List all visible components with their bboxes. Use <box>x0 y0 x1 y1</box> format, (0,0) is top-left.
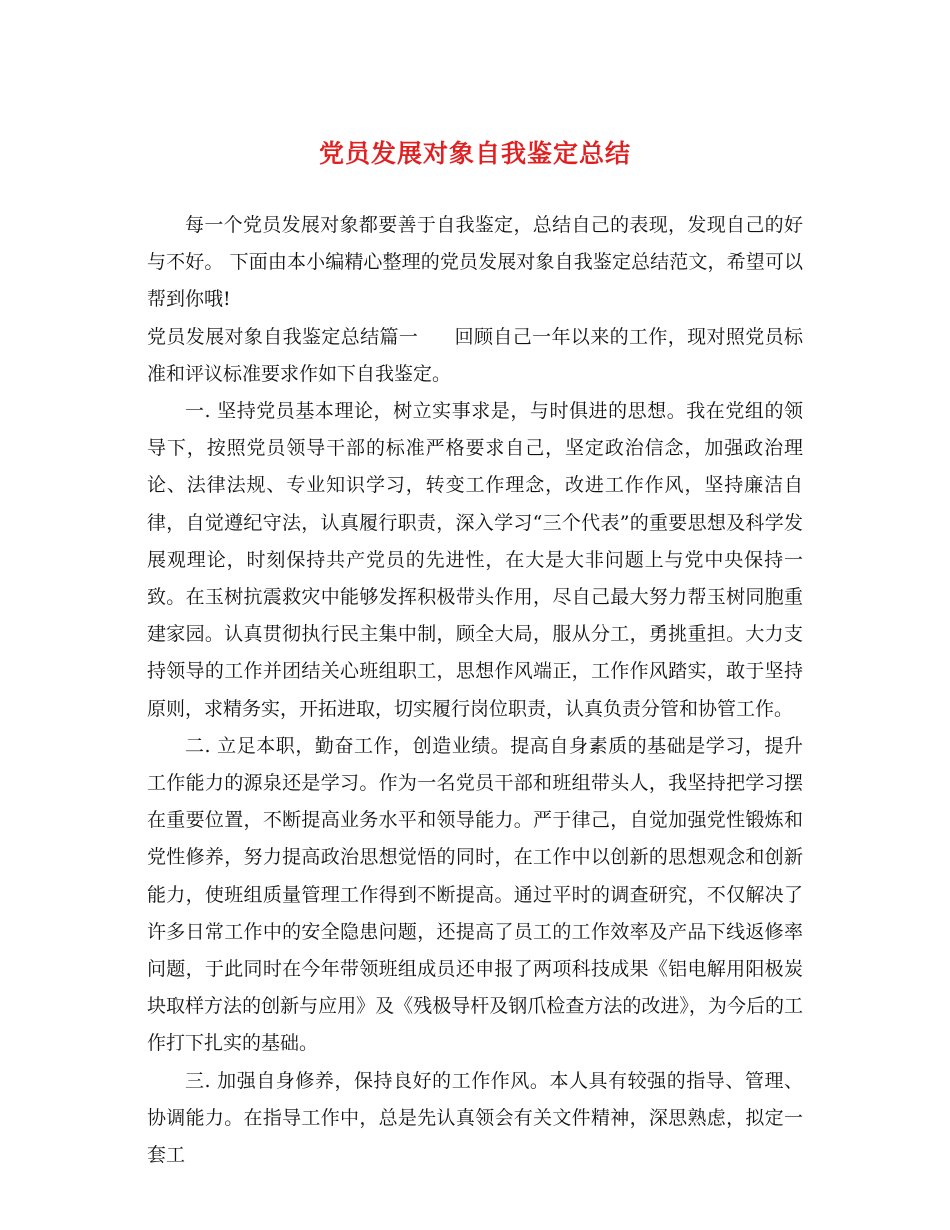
intro-paragraph: 每一个党员发展对象都要善于自我鉴定，总结自己的表现，发现自己的好与不好。 下面由本小编精心整理的党员发展对象自我鉴定总结范文，希望可以帮到你哦! <box>147 214 803 311</box>
paragraph-3: 三. 加强自身修养，保持良好的工作作风。本人具有较强的指导、管理、协调能力。在指导工作中，总是先认真领会有关文件精神，深思熟虑，拟定一套工 <box>147 1069 803 1167</box>
paragraph-1: 一. 坚持党员基本理论，树立实事求是，与时俱进的思想。我在党组的领导下，按照党员领导干部的标准严格要求自己，坚定政治信念，加强政治理论、法律法规、专业知识学习，转变工作理念，改进工作作风，坚持廉洁自律，自觉遵纪守法，认真履行职责，深入学习“三个代表”的重要思想及科学发展观理论，时刻保持共产党员的先进性，在大是大非问题上与党中央保持一致。在玉树抗震救灾中能够发挥积极带头作用，尽自己最大努力帮玉树同胞重建家园。认真贯彻执行民主集中制，顾全大局，服从分工，勇挑重担。大力支持领导的工作并团结关心班组职工，思想作风端正，工作作风踏实，敢于坚持原则，求精务实，开拓进取，切实履行岗位职责，认真负责分管和协管工作。 <box>147 400 803 720</box>
section-heading: 党员发展对象自我鉴定总结篇一 <box>147 325 419 348</box>
section-lead: 回顾自己一年以来的工作，现对照党员标准和评议标准要求作如下自我鉴定。 <box>147 325 803 385</box>
section-heading-paragraph <box>147 319 803 393</box>
document-title: 党员发展对象自我鉴定总结 <box>318 139 631 168</box>
paragraph-2: 二. 立足本职，勤奋工作，创造业绩。提高自身素质的基础是学习，提升工作能力的源泉还是学习。作为一名党员干部和班组带头人，我坚持把学习摆在重要位置，不断提高业务水平和领导能力。严于律己，自觉加强党性锻炼和党性修养，努力提高政治思想觉悟的同时，在工作中以创新的思想观念和创新能力，使班组质量管理工作得到不断提高。通过平时的调查研究，不仅解决了许多日常工作中的安全隐患问题，还提高了员工的工作效率及产品下线返修率问题，于此同时在今年带领班组成员还申报了两项科技成果《铝电解用阳极炭块取样方法的创新与应用》及《残极导杆及钢爪检查方法的改进》，为今后的工作打下扎实的基础。 <box>147 734 803 1055</box>
document-body <box>147 207 803 1174</box>
